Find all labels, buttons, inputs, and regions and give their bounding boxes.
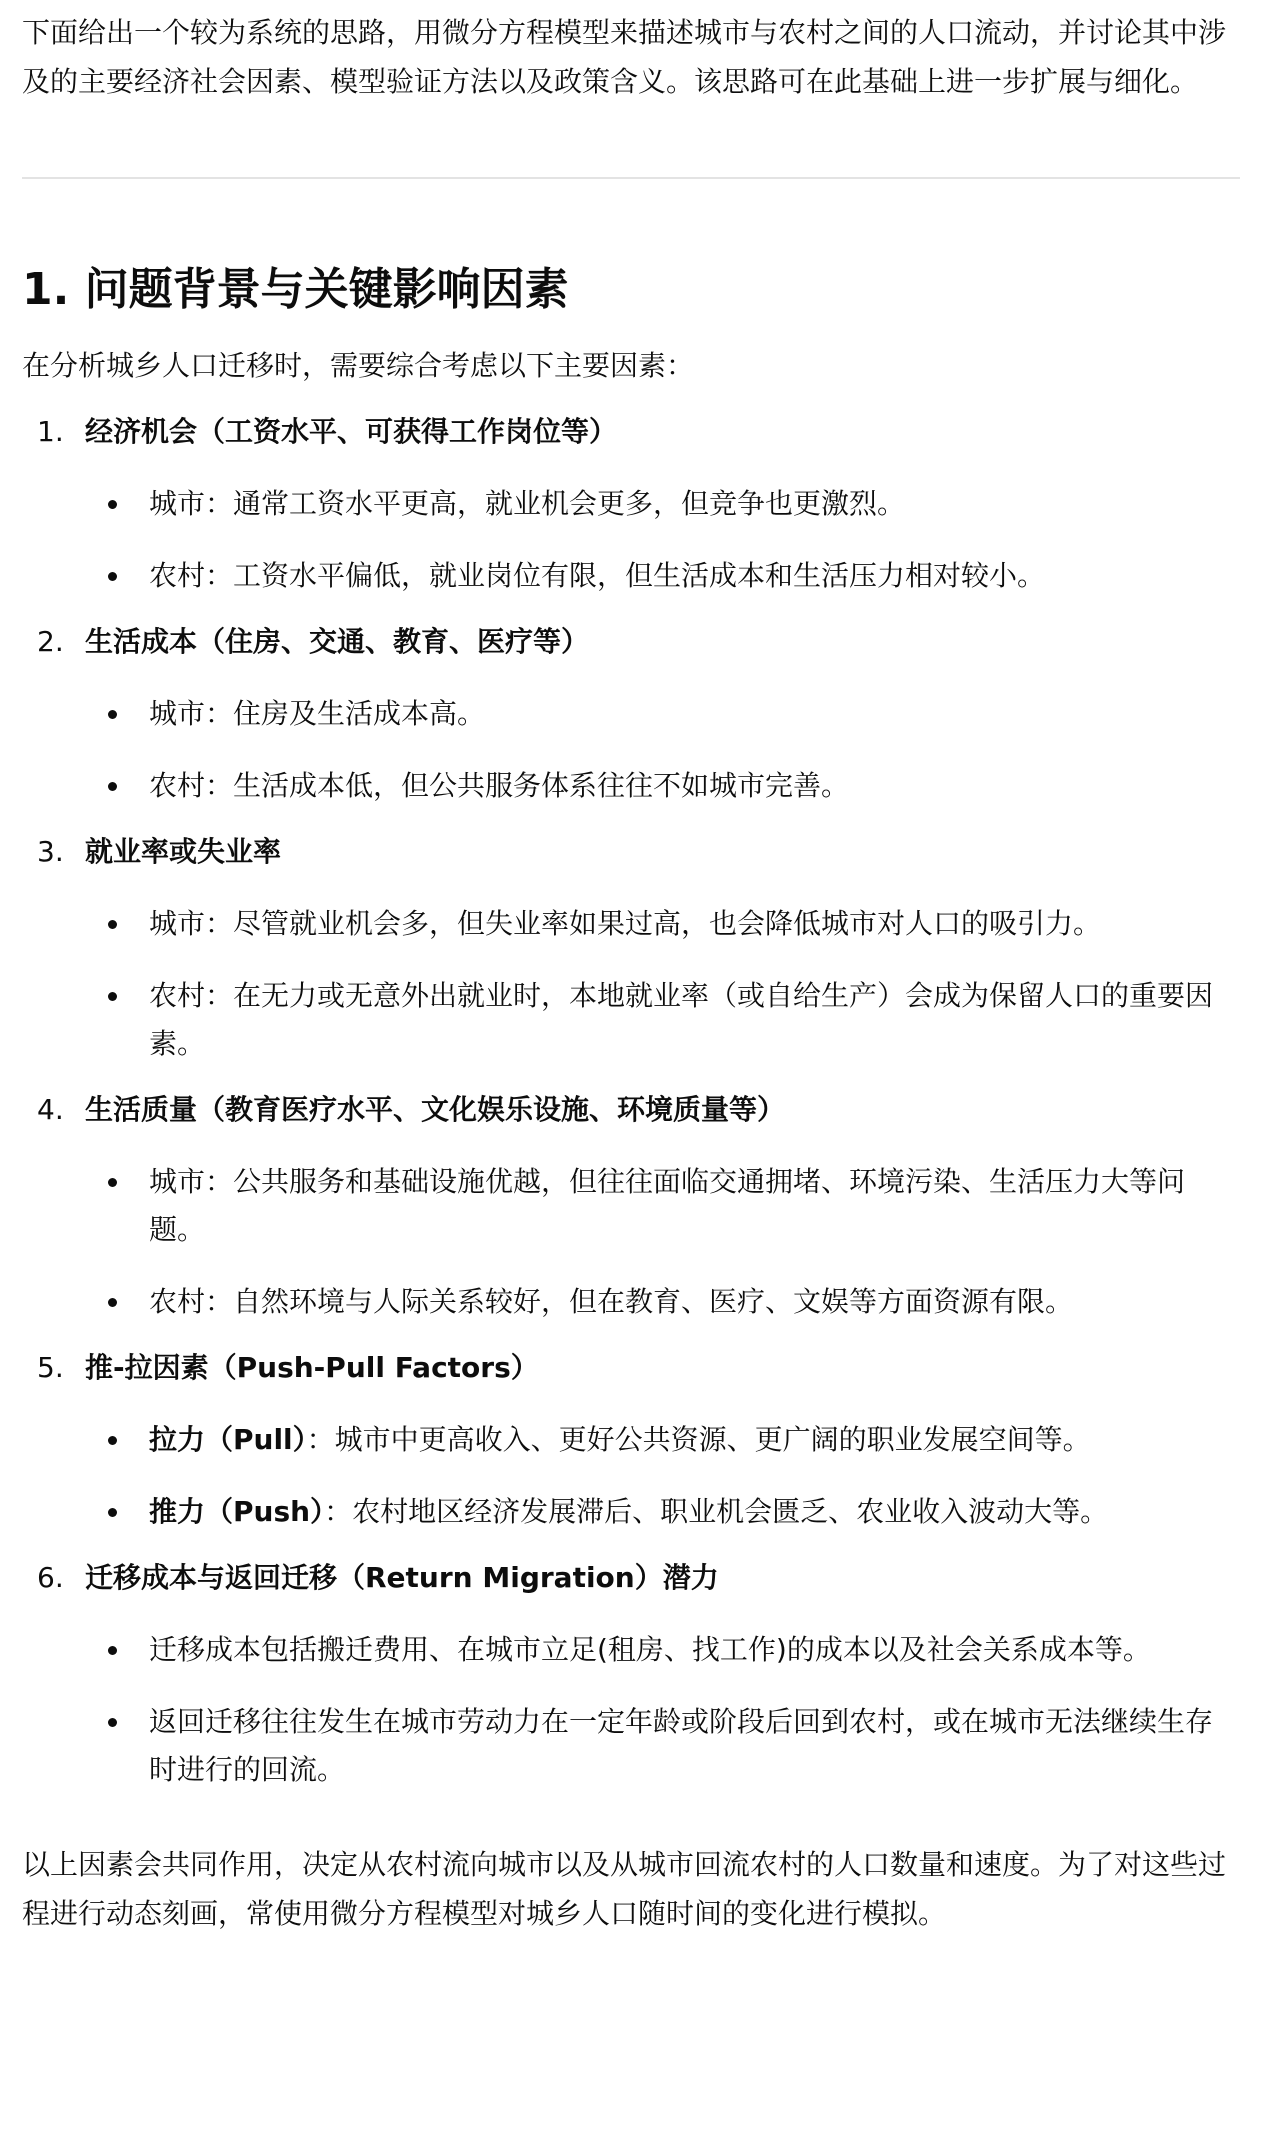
factor-number: 1. [37, 415, 64, 448]
factor-points [85, 690, 1240, 810]
factor-item-2 [22, 618, 1240, 810]
push-text: ：农村地区经济发展滞后、职业机会匮乏、农业收入波动大等。 [324, 1495, 1109, 1528]
bullet-item: 城市：住房及生活成本高。 [85, 690, 1240, 738]
factor-title: 推-拉因素（Push-Pull Factors） [85, 1351, 539, 1384]
factor-item-4 [22, 1086, 1240, 1326]
factor-points [85, 1158, 1240, 1326]
bullet-item-push [85, 1488, 1240, 1536]
pull-text: ：城市中更高收入、更好公共资源、更广阔的职业发展空间等。 [306, 1423, 1091, 1456]
intro-paragraph: 下面给出一个较为系统的思路，用微分方程模型来描述城市与农村之间的人口流动，并讨论其中涉及的主要经济社会因素、模型验证方法以及政策含义。该思路可在此基础上进一步扩展与细化。 [22, 16, 1227, 98]
factor-number: 3. [37, 835, 64, 868]
bullet-item: 城市：公共服务和基础设施优越，但往往面临交通拥堵、环境污染、生活压力大等问题。 [85, 1158, 1240, 1254]
factor-item-6 [22, 1554, 1240, 1794]
factor-points [85, 1626, 1240, 1794]
push-label: 推力（Push） [149, 1495, 325, 1528]
bullet-item: 城市：通常工资水平更高，就业机会更多，但竞争也更激烈。 [85, 480, 1240, 528]
pull-label: 拉力（Pull） [149, 1423, 307, 1456]
bullet-item: 农村：生活成本低，但公共服务体系往往不如城市完善。 [85, 762, 1240, 810]
bullet-item-pull [85, 1416, 1240, 1464]
bullet-item: 农村：在无力或无意外出就业时，本地就业率（或自给生产）会成为保留人口的重要因素。 [85, 972, 1240, 1068]
section-divider [22, 177, 1240, 179]
section-lead: 在分析城乡人口迁移时，需要综合考虑以下主要因素： [22, 349, 695, 382]
bullet-item: 农村：自然环境与人际关系较好，但在教育、医疗、文娱等方面资源有限。 [85, 1278, 1240, 1326]
factor-title: 经济机会（工资水平、可获得工作岗位等） [85, 415, 618, 448]
factor-item-3 [22, 828, 1240, 1068]
factor-title: 就业率或失业率 [85, 835, 282, 868]
bullet-item: 农村：工资水平偏低，就业岗位有限，但生活成本和生活压力相对较小。 [85, 552, 1240, 600]
factor-number: 5. [37, 1351, 64, 1384]
factor-points [85, 900, 1240, 1068]
factor-points [85, 1416, 1240, 1536]
factor-number: 2. [37, 625, 64, 658]
factor-title: 生活成本（住房、交通、教育、医疗等） [85, 625, 590, 658]
factor-title: 迁移成本与返回迁移（Return Migration）潜力 [85, 1561, 719, 1594]
bullet-item: 迁移成本包括搬迁费用、在城市立足(租房、找工作)的成本以及社会关系成本等。 [85, 1626, 1240, 1674]
factor-number: 4. [37, 1093, 64, 1126]
factor-item-1 [22, 408, 1240, 600]
closing-paragraph: 以上因素会共同作用，决定从农村流向城市以及从城市回流农村的人口数量和速度。为了对这些过程进行动态刻画，常使用微分方程模型对城乡人口随时间的变化进行模拟。 [22, 1848, 1227, 1930]
section-heading: 1. 问题背景与关键影响因素 [22, 264, 569, 315]
bullet-item: 城市：尽管就业机会多，但失业率如果过高，也会降低城市对人口的吸引力。 [85, 900, 1240, 948]
factor-title: 生活质量（教育医疗水平、文化娱乐设施、环境质量等） [85, 1093, 786, 1126]
factor-list [22, 408, 1240, 1794]
factor-points [85, 480, 1240, 600]
factor-item-5 [22, 1344, 1240, 1536]
factor-number: 6. [37, 1561, 64, 1594]
bullet-item: 返回迁移往往发生在城市劳动力在一定年龄或阶段后回到农村，或在城市无法继续生存时进行的回流。 [85, 1698, 1240, 1794]
